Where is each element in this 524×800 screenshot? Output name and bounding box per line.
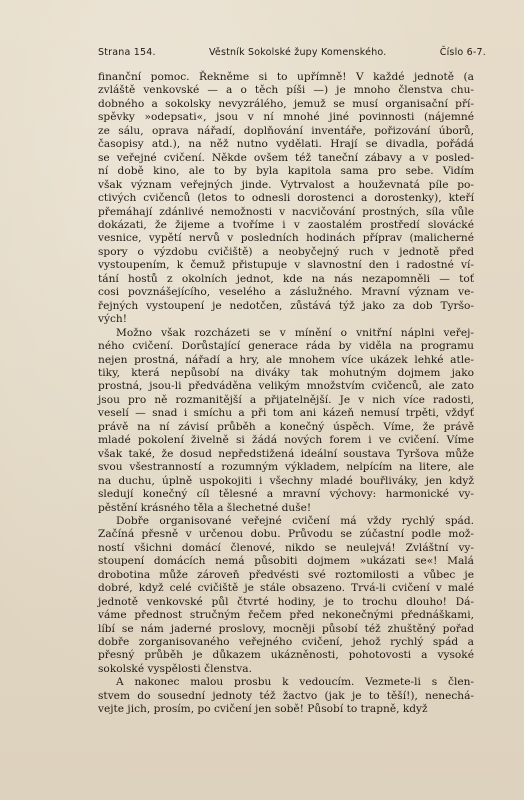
text-line: finanční pomoc. Řekněme si to upřímně! V každé jednotě (a xyxy=(98,71,474,83)
text-line: však význam veřejných jinde. Vytrvalost a houževnatá píle po- xyxy=(98,178,474,191)
text-line: Začíná přesně v určenou dobu. Průvodu se zúčastní podle mož- xyxy=(98,528,474,541)
text-line: dobré, když celé cvičiště je stále obsazeno. Trvá-li cvičení v malé xyxy=(98,582,474,595)
text-line: mladé pokolení živelně si žádá nových forem i ve cvičení. Víme xyxy=(98,434,474,447)
text-line: drobotina může zároveň předvésti své roztomilosti a vůbec je xyxy=(98,568,474,581)
text-line: Dobře organisované veřejné cvičení má vždy rychlý spád. xyxy=(116,514,474,527)
text-line: váme přednost stručným řečem před nekonečnými přednáškami, xyxy=(98,609,474,622)
text-line: přesný průběh je důkazem ukázněnosti, pohotovosti a vysoké xyxy=(98,649,474,662)
text-line: prostná, jsou-li předváděna velikým množstvím cvičenců, ale zato xyxy=(98,380,474,393)
text-line: sokolské vyspělosti členstva. xyxy=(98,662,252,675)
paragraph xyxy=(98,515,474,676)
text-line: zvláště venkovské — a o těch píši —) je mnoho členstva chu- xyxy=(98,84,474,97)
text-line: však také, že dosud nepředstižená ideální soustava Tyršova může xyxy=(98,447,474,460)
article-body xyxy=(98,71,474,717)
text-line: ze sálu, oprava nářadí, doplňování inventáře, pořizování úborů, xyxy=(98,124,474,137)
text-line: časopisy atd.), na něž nutno vydělati. Hrají se divadla, pořádá xyxy=(98,138,474,151)
paragraph xyxy=(98,71,474,327)
page-number: Strana 154. xyxy=(98,47,156,58)
text-line: ného cvičení. Dorůstající generace ráda by viděla na programu xyxy=(98,340,474,353)
text-line: dobře zorganisovaného veřejného cvičení, jehož rychlý spád a xyxy=(98,636,474,649)
text-line: veselí — snad i smíchu a při tom ani kázeň nemusí trpěti, vždyť xyxy=(98,407,474,420)
text-line: pěstění krásného těla a šlechetné duše! xyxy=(98,501,312,514)
text-line: přemáhají zdánlivé nemožnosti v nacvičování prostných, síla vůle xyxy=(98,205,474,218)
text-line: jednotě venkovské půl čtvrté hodiny, je to trochu dlouho! Dá- xyxy=(98,595,474,608)
text-line: Možno však rozcházeti se v mínění o vnitřní náplni veřej- xyxy=(116,326,474,339)
text-line: na duchu, úplně uspokojiti i všechny mladé bouřliváky, jen když xyxy=(98,474,474,487)
text-line: stoupení domácích nemá působiti dojmem »ukázati se«! Malá xyxy=(98,555,474,568)
text-line: jsou pro ně rozmanitější a přijatelnější. Je v nich více radosti, xyxy=(98,393,474,406)
paragraph xyxy=(98,676,474,716)
text-line: právě na ní závisí průběh a konečný úspěch. Víme, že právě xyxy=(98,420,474,433)
issue-number: Číslo 6-7. xyxy=(439,47,486,58)
text-line: ností všichni domácí členové, nikdo se neulejvá! Zvláštní vy- xyxy=(98,541,474,554)
text-line: dokázati, že žijeme a tvoříme i v zaostalém prostředí slovácké xyxy=(98,218,474,231)
text-line: vejte jich, prosím, po cvičení jen sobě! Působí to trapně, když xyxy=(98,703,428,716)
text-line: líbí se nám jaderné proslovy, mocněji působí též zhuštěný pořad xyxy=(98,622,474,635)
text-line: cosi povznášejícího, veselého a záslužného. Mravní význam ve- xyxy=(98,286,474,299)
text-line: spěvky »odepsati«, jsou v ní mnohé jiné povinnosti (nájemné xyxy=(98,111,474,124)
text-line: se veřejné cvičení. Někde ovšem též taneční zábavy a v posled- xyxy=(98,151,474,164)
text-line: ctivých cvičenců (letos to odnesli dorostenci a dorostenky), kteří xyxy=(98,192,474,205)
paragraph xyxy=(98,327,474,515)
text-line: ní době kino, ale to by byla kapitola sama pro sebe. Vidím xyxy=(98,165,474,178)
text-line: stvem do sousední jednoty též žactvo (jak je to těší!), nenechá- xyxy=(98,689,474,702)
text-line: nejen prostná, nářadí a hry, ale mnohem více ukázek lehké atle- xyxy=(98,353,474,366)
text-line: sledují konečný cíl tělesné a mravní výchovy: harmonické vy- xyxy=(98,488,474,501)
text-line: spory o výzdobu cvičiště) a neobyčejný ruch v jednotě před xyxy=(98,245,474,258)
text-line: svou všestranností a rozumným výkladem, nelpícím na litere, ale xyxy=(98,461,474,474)
text-line: tání hostů z okolních jednot, kde na nás nezapomněli — toť xyxy=(98,272,474,285)
text-line: dobného a sokolsky nevyzrálého, jemuž se musí organisační pří- xyxy=(98,97,474,110)
text-line: řejných vystoupení je nedotčen, zůstává týž jako za dob Tyršo- xyxy=(98,299,474,312)
text-line: vystoupením, k čemuž přistupuje v slavnostní den i radostné ví- xyxy=(98,259,474,272)
running-header xyxy=(98,47,486,58)
text-line: vesnice, vypětí nervů v posledních hodinách příprav (malicherné xyxy=(98,232,474,245)
text-line: vých! xyxy=(98,313,127,326)
text-line: A nakonec malou prosbu k vedoucím. Vezmete-li s člen- xyxy=(116,676,474,689)
text-line: tiky, která nepůsobí na diváky tak mohutným dojmem jako xyxy=(98,366,474,379)
journal-title: Věstník Sokolské župy Komenského. xyxy=(208,47,387,58)
